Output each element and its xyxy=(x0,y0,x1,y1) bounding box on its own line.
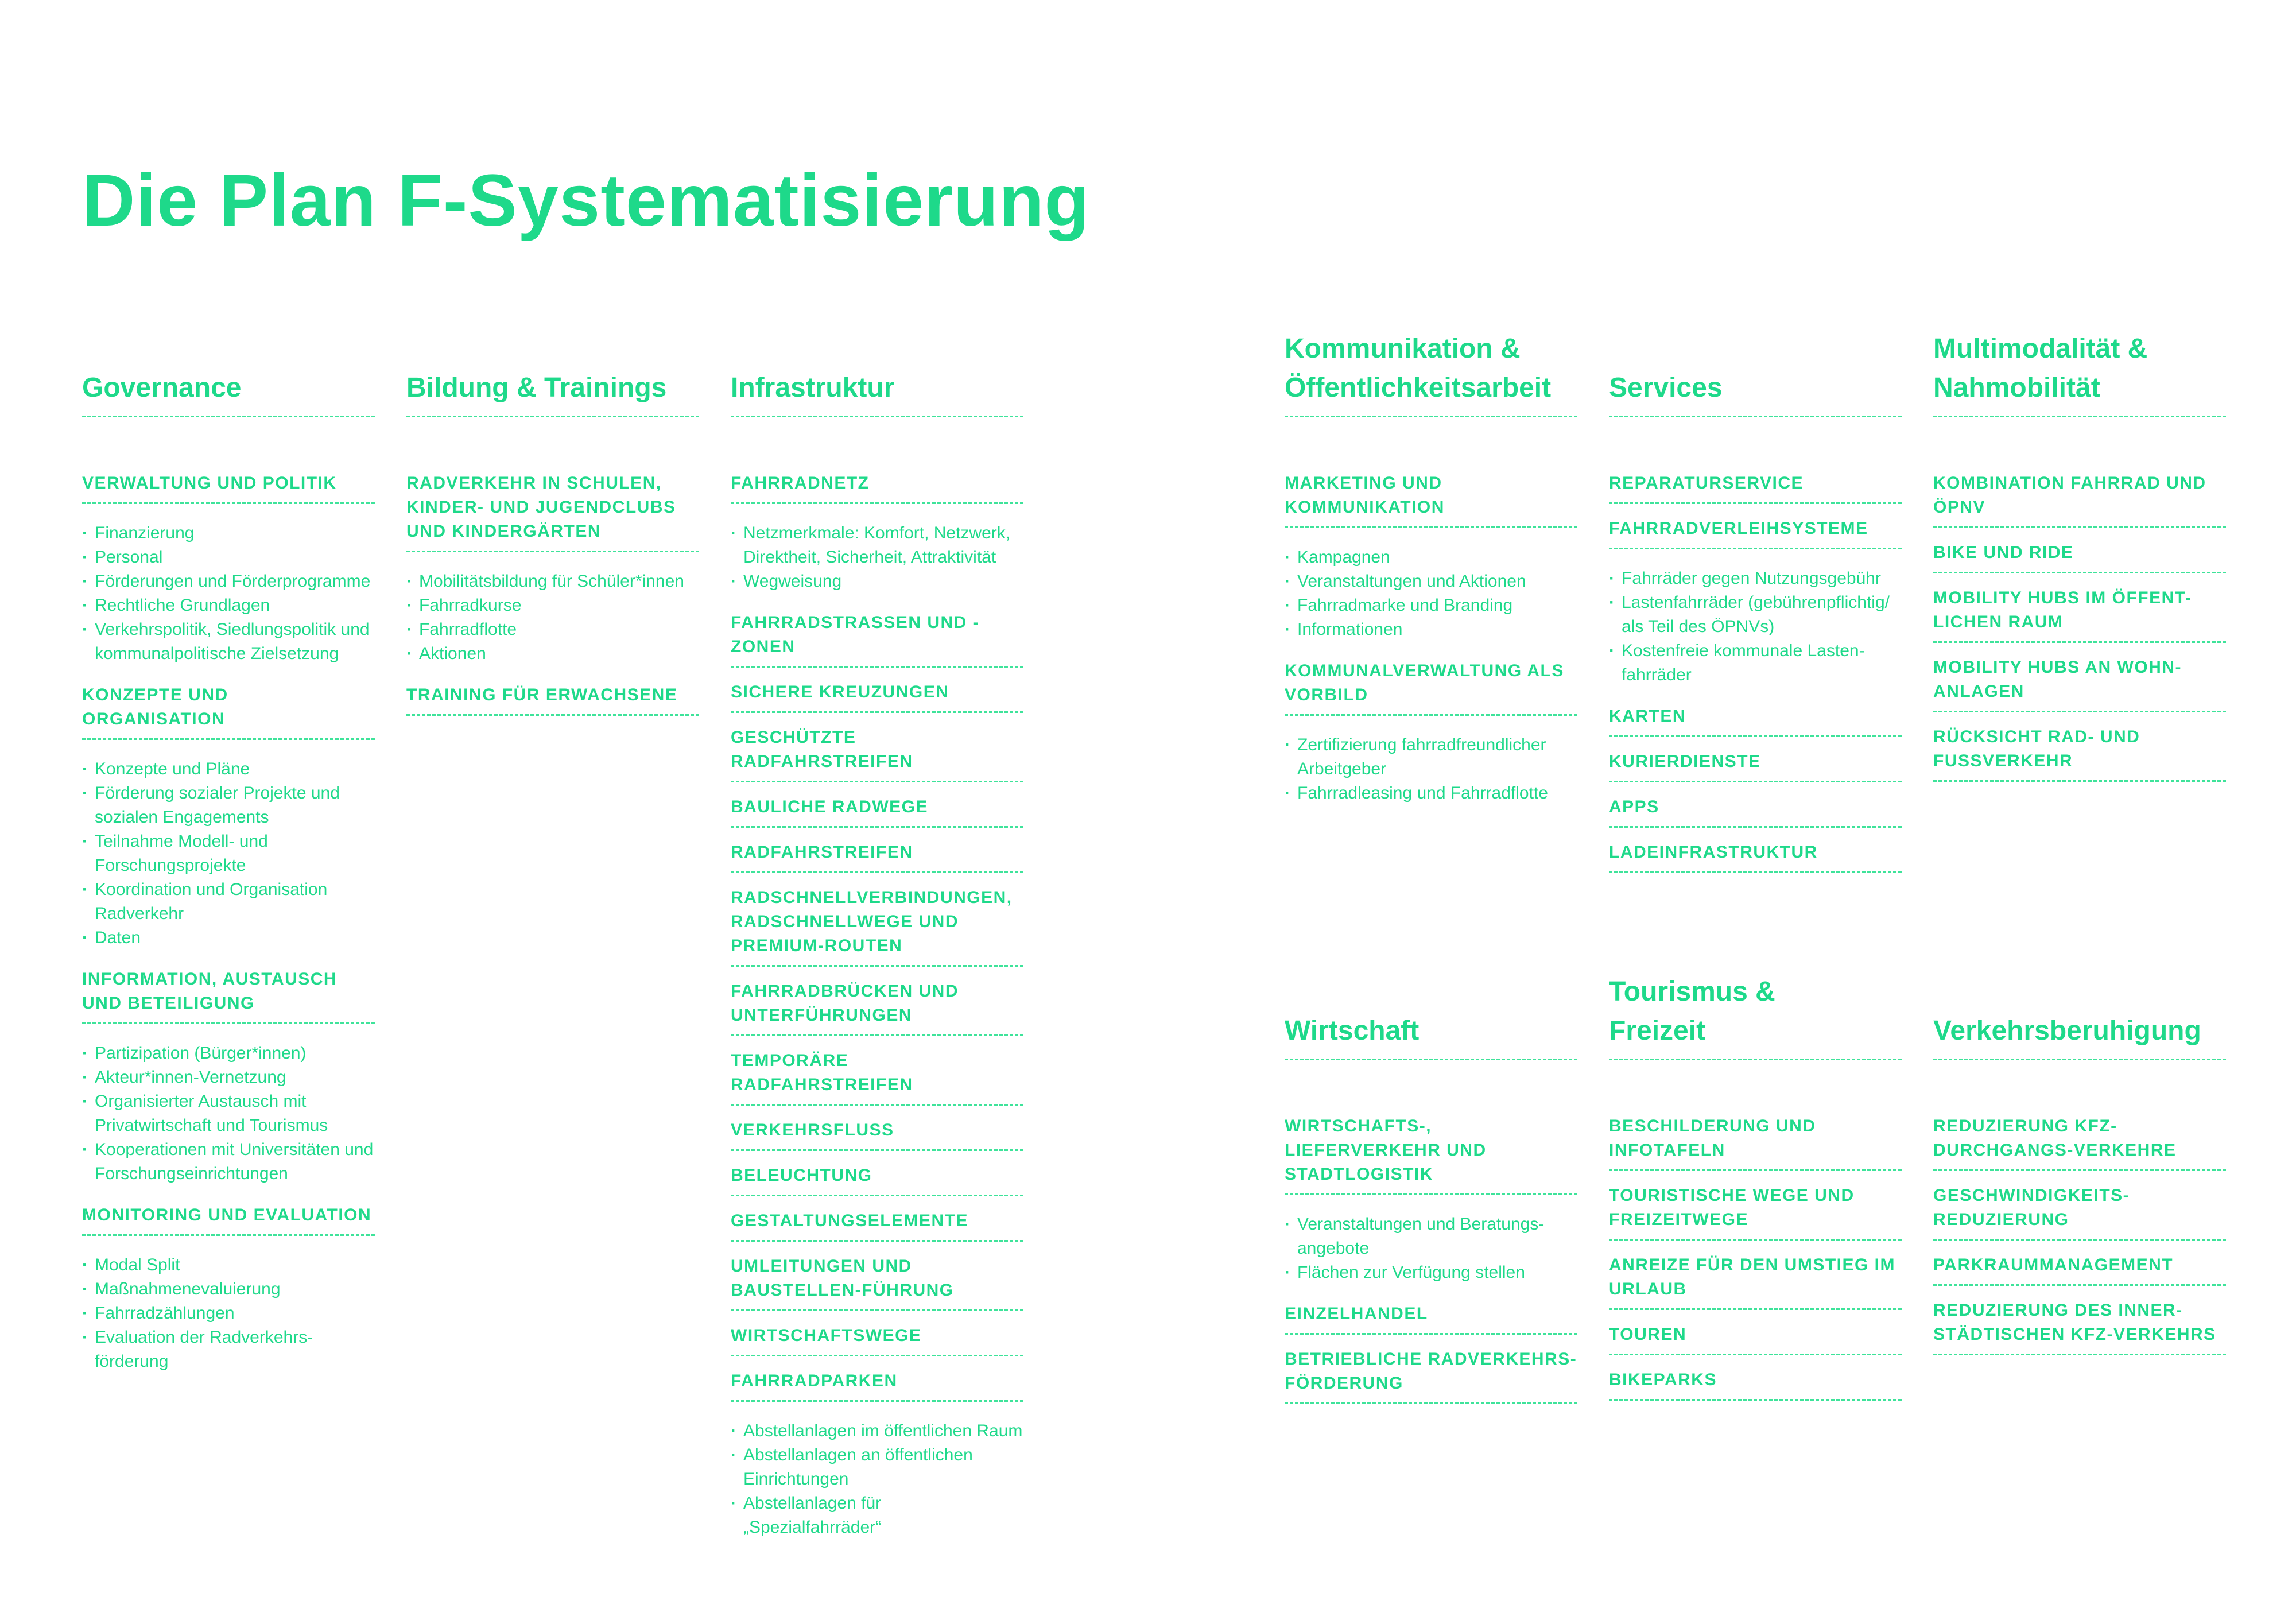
bullet-item: · Fahrradleasing und Fahrradflotte xyxy=(1285,781,1577,805)
bullet-item: · Mobilitätsbildung für Schüler*innen xyxy=(406,569,699,594)
column-heading xyxy=(1609,327,1902,417)
section-list xyxy=(82,417,375,1374)
bullet-item: · Abstellanlagen an öffentlichen Einrichtungen xyxy=(731,1443,1023,1491)
column-wirtschaft xyxy=(1285,970,1577,1417)
bullet-item: · Förderungen und Förderprogramme xyxy=(82,569,375,594)
section-list xyxy=(1609,1060,1902,1401)
bullet-list xyxy=(82,1037,375,1186)
bullet-list xyxy=(82,1249,375,1374)
section-title: WIRTSCHAFTSWEGE xyxy=(731,1324,1023,1356)
bullet-item: · Konzepte und Pläne xyxy=(82,757,375,781)
column-heading xyxy=(1933,970,2226,1060)
section-list xyxy=(1933,417,2226,782)
column-heading xyxy=(1609,970,1902,1060)
bullet-item: · Abstellanlagen im öffentlichen Raum xyxy=(731,1419,1023,1443)
section-title: ANREIZE FÜR DEN UMSTIEG IM URLAUB xyxy=(1609,1253,1902,1310)
section-title: REPARATURSERVICE xyxy=(1609,471,1902,504)
bullet-list xyxy=(731,1414,1023,1540)
section-title: KOMBINATION FAHRRAD UND ÖPNV xyxy=(1933,471,2226,528)
page-title: Die Plan F-Systematisierung xyxy=(82,160,1090,242)
column-heading-line: Verkehrsberuhigung xyxy=(1933,1016,2201,1046)
section-title: FAHRRADVERLEIHSYSTEME xyxy=(1609,517,1902,549)
column-heading-line: Multimodalität & xyxy=(1933,334,2148,364)
section-title: REDUZIERUNG KFZ-DURCHGANGS-VERKEHRE xyxy=(1933,1114,2226,1171)
section-title: MONITORING UND EVALUATION xyxy=(82,1203,375,1236)
bullet-item: · Fahrradzählungen xyxy=(82,1301,375,1325)
bullet-item: · Verkehrspolitik, Siedlungspolitik und kommunalpolitische Zielsetzung xyxy=(82,618,375,666)
column-kommunikation xyxy=(1285,327,1577,823)
section-title: RÜCKSICHT RAD- UND FUSSVERKEHR xyxy=(1933,725,2226,782)
column-heading xyxy=(1933,327,2226,417)
section-title: MOBILITY HUBS IM ÖFFENT-LICHEN RAUM xyxy=(1933,586,2226,643)
bullet-item: · Kostenfreie kommunale Lasten-fahrräder xyxy=(1609,639,1902,687)
section-title: TOUREN xyxy=(1609,1323,1902,1355)
bullet-item: · Kooperationen mit Universitäten und Forschungseinrichtungen xyxy=(82,1138,375,1186)
column-heading xyxy=(406,327,699,417)
bullet-list xyxy=(1285,541,1577,642)
bullet-item: · Finanzierung xyxy=(82,521,375,545)
bullet-item: · Lastenfahrräder (gebührenpflichtig/ als Teil des ÖPNVs) xyxy=(1609,591,1902,639)
section-title: VERWALTUNG UND POLITIK xyxy=(82,471,375,504)
section-title: KURIERDIENSTE xyxy=(1609,750,1902,782)
section-title: WIRTSCHAFTS-, LIEFERVERKEHR UND STADTLOGISTIK xyxy=(1285,1114,1577,1195)
column-bildung-trainings xyxy=(406,327,699,728)
column-heading-line: Services xyxy=(1609,373,1723,403)
section-title: FAHRRADSTRASSEN UND -ZONEN xyxy=(731,611,1023,668)
section-title: RADSCHNELLVERBINDUNGEN, RADSCHNELLWEGE UND PREMIUM-ROUTEN xyxy=(731,886,1023,967)
section-list xyxy=(1285,1060,1577,1404)
bullet-item: · Evaluation der Radverkehrs-förderung xyxy=(82,1325,375,1374)
section-title: TOURISTISCHE WEGE UND FREIZEITWEGE xyxy=(1609,1184,1902,1241)
bullet-item: · Kampagnen xyxy=(1285,545,1577,569)
bullet-item: · Netzmerkmale: Komfort, Netzwerk, Direktheit, Sicherheit, Attraktivität xyxy=(731,521,1023,569)
column-verkehrsberuhigung xyxy=(1933,970,2226,1368)
section-title: EINZELHANDEL xyxy=(1285,1302,1577,1335)
section-title: BESCHILDERUNG UND INFOTAFELN xyxy=(1609,1114,1902,1171)
section-title: FAHRRADBRÜCKEN UND UNTERFÜHRUNGEN xyxy=(731,979,1023,1036)
bullet-item: · Organisierter Austausch mit Privatwirtschaft und Tourismus xyxy=(82,1090,375,1138)
bullet-item: · Daten xyxy=(82,926,375,950)
section-title: FAHRRADNETZ xyxy=(731,471,1023,504)
bullet-item: · Fahrradmarke und Branding xyxy=(1285,594,1577,618)
bullet-item: · Veranstaltungen und Aktionen xyxy=(1285,569,1577,594)
column-heading-line: Bildung & Trainings xyxy=(406,373,667,403)
section-title: BELEUCHTUNG xyxy=(731,1164,1023,1196)
bullet-item: · Förderung sozialer Projekte und sozialen Engagements xyxy=(82,781,375,830)
column-heading xyxy=(1285,970,1577,1060)
bullet-item: · Teilnahme Modell- und Forschungsprojekte xyxy=(82,830,375,878)
section-title: BETRIEBLICHE RADVERKEHRS-FÖRDERUNG xyxy=(1285,1347,1577,1404)
section-list xyxy=(1933,1060,2226,1355)
column-heading-line: Governance xyxy=(82,373,242,403)
section-list xyxy=(406,417,699,716)
column-heading-line: Wirtschaft xyxy=(1285,1016,1420,1046)
column-infrastruktur xyxy=(731,327,1023,1557)
bullet-item: · Personal xyxy=(82,545,375,569)
section-list xyxy=(1609,417,1902,873)
bullet-item: · Partizipation (Bürger*innen) xyxy=(82,1041,375,1065)
column-heading-line: Infrastruktur xyxy=(731,373,895,403)
column-heading xyxy=(731,327,1023,417)
section-title: REDUZIERUNG DES INNER-STÄDTISCHEN KFZ-VERKEHRS xyxy=(1933,1299,2226,1355)
column-heading xyxy=(82,327,375,417)
section-title: RADVERKEHR IN SCHULEN, KINDER- UND JUGENDCLUBS UND KINDERGÄRTEN xyxy=(406,471,699,552)
section-title: MOBILITY HUBS AN WOHN-ANLAGEN xyxy=(1933,656,2226,712)
section-title: KOMMUNALVERWALTUNG ALS VORBILD xyxy=(1285,659,1577,716)
bullet-item: · Aktionen xyxy=(406,642,699,666)
bullet-item: · Fahrräder gegen Nutzungsgebühr xyxy=(1609,567,1902,591)
bullet-list xyxy=(1609,562,1902,687)
bullet-item: · Wegweisung xyxy=(731,569,1023,594)
bullet-item: · Flächen zur Verfügung stellen xyxy=(1285,1261,1577,1285)
column-services xyxy=(1609,327,1902,886)
bullet-list xyxy=(731,517,1023,594)
column-heading-line: Öffentlichkeitsarbeit xyxy=(1285,373,1552,403)
section-list xyxy=(1285,417,1577,805)
column-heading-line: Freizeit xyxy=(1609,1016,1706,1046)
bullet-list xyxy=(82,753,375,950)
section-title: GESTALTUNGSELEMENTE xyxy=(731,1209,1023,1242)
column-multimodalitaet xyxy=(1933,327,2226,794)
bullet-item: · Abstellanlagen für „Spezialfahrräder“ xyxy=(731,1491,1023,1540)
section-title: VERKEHRSFLUSS xyxy=(731,1118,1023,1151)
bullet-list xyxy=(1285,1208,1577,1285)
section-title: BAULICHE RADWEGE xyxy=(731,795,1023,828)
bullet-item: · Koordination und Organisation Radverkehr xyxy=(82,878,375,926)
bullet-item: · Akteur*innen-Vernetzung xyxy=(82,1065,375,1090)
section-title: BIKEPARKS xyxy=(1609,1368,1902,1401)
section-title: RADFAHRSTREIFEN xyxy=(731,840,1023,873)
bullet-item: · Rechtliche Grundlagen xyxy=(82,594,375,618)
section-title: GESCHÜTZTE RADFAHRSTREIFEN xyxy=(731,726,1023,782)
section-list xyxy=(731,417,1023,1540)
section-title: TRAINING FÜR ERWACHSENE xyxy=(406,683,699,716)
bullet-item: · Fahrradflotte xyxy=(406,618,699,642)
bullet-list xyxy=(406,565,699,666)
bullet-item: · Veranstaltungen und Beratungs-angebote xyxy=(1285,1212,1577,1261)
section-title: TEMPORÄRE RADFAHRSTREIFEN xyxy=(731,1049,1023,1106)
section-title: INFORMATION, AUSTAUSCH UND BETEILIGUNG xyxy=(82,967,375,1024)
section-title: APPS xyxy=(1609,795,1902,828)
section-title: FAHRRADPARKEN xyxy=(731,1369,1023,1402)
bullet-item: · Fahrradkurse xyxy=(406,594,699,618)
section-title: KONZEPTE UND ORGANISATION xyxy=(82,683,375,740)
section-title: PARKRAUMMANAGEMENT xyxy=(1933,1253,2226,1286)
column-heading xyxy=(1285,327,1577,417)
bullet-item: · Informationen xyxy=(1285,618,1577,642)
bullet-list xyxy=(1285,728,1577,805)
section-title: LADEINFRASTRUKTUR xyxy=(1609,840,1902,873)
bullet-item: · Maßnahmenevaluierung xyxy=(82,1277,375,1301)
section-title: SICHERE KREUZUNGEN xyxy=(731,680,1023,713)
section-title: BIKE UND RIDE xyxy=(1933,541,2226,573)
column-heading-line: Kommunikation & xyxy=(1285,334,1521,364)
bullet-item: · Modal Split xyxy=(82,1253,375,1277)
column-heading-line: Tourismus & xyxy=(1609,976,1775,1007)
column-tourismus-freizeit xyxy=(1609,970,1902,1413)
column-governance xyxy=(82,327,375,1391)
column-heading-line: Nahmobilität xyxy=(1933,373,2100,403)
section-title: KARTEN xyxy=(1609,704,1902,737)
section-title: UMLEITUNGEN UND BAUSTELLEN-FÜHRUNG xyxy=(731,1254,1023,1311)
section-title: MARKETING UND KOMMUNIKATION xyxy=(1285,471,1577,528)
bullet-list xyxy=(82,517,375,666)
bullet-item: · Zertifizierung fahrradfreundlicher Arbeitgeber xyxy=(1285,733,1577,781)
section-title: GESCHWINDIGKEITS-REDUZIERUNG xyxy=(1933,1184,2226,1241)
